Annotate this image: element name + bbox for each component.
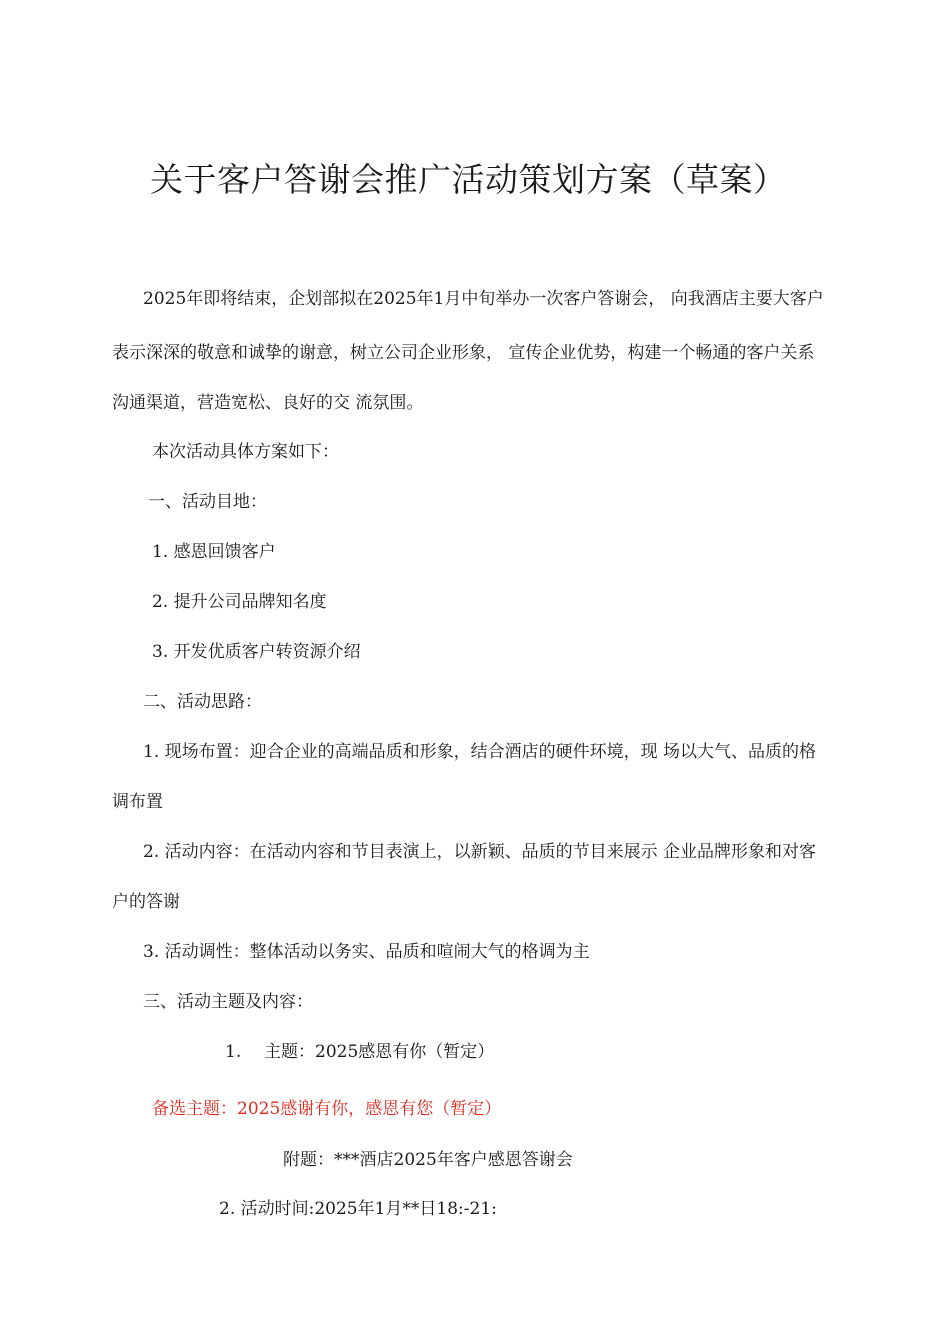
intro-line-1: 2025年即将结束，企划部拟在2025年1月中旬举办一次客户答谢会， 向我酒店主要大客户 bbox=[143, 289, 824, 309]
section-2-item-2-line-2: 户的答谢 bbox=[112, 892, 180, 912]
section-1-item-2: 2. 提升公司品牌知名度 bbox=[152, 592, 327, 612]
section-1-heading: 一、活动目地： bbox=[148, 492, 267, 512]
section-3-heading: 三、活动主题及内容： bbox=[143, 992, 313, 1012]
subtitle-line: 附题：***酒店2025年客户感恩答谢会 bbox=[283, 1150, 573, 1170]
section-2-item-3: 3. 活动调性：整体活动以务实、品质和喧闹大气的格调为主 bbox=[143, 942, 590, 962]
section-2-item-2-line-1: 2. 活动内容：在活动内容和节目表演上，以新颖、品质的节目来展示 企业品牌形象和对客 bbox=[143, 842, 817, 862]
alternative-theme: 备选主题：2025感谢有你，感恩有您（暂定） bbox=[152, 1099, 502, 1119]
activity-time: 2. 活动时间:2025年1月**日18:-21: bbox=[219, 1199, 497, 1219]
section-2-heading: 二、活动思路： bbox=[143, 692, 262, 712]
plan-intro: 本次活动具体方案如下： bbox=[152, 442, 339, 462]
intro-line-2: 表示深深的敬意和诚挚的谢意，树立公司企业形象， 宣传企业优势，构建一个畅通的客户关系 bbox=[112, 343, 815, 363]
section-1-item-3: 3. 开发优质客户转资源介绍 bbox=[152, 642, 361, 662]
section-2-item-1-line-2: 调布置 bbox=[112, 792, 163, 812]
intro-line-3: 沟通渠道，营造宽松、良好的交 流氛围。 bbox=[112, 393, 424, 413]
section-1-item-1: 1. 感恩回馈客户 bbox=[152, 542, 276, 562]
theme-number: 1. bbox=[225, 1042, 242, 1062]
document-title: 关于客户答谢会推广活动策划方案（草案） bbox=[150, 160, 787, 199]
theme-text: 主题：2025感恩有你（暂定） bbox=[264, 1042, 495, 1062]
section-2-item-1-line-1: 1. 现场布置：迎合企业的高端品质和形象，结合酒店的硬件环境，现 场以大气、品质的格 bbox=[143, 742, 817, 762]
